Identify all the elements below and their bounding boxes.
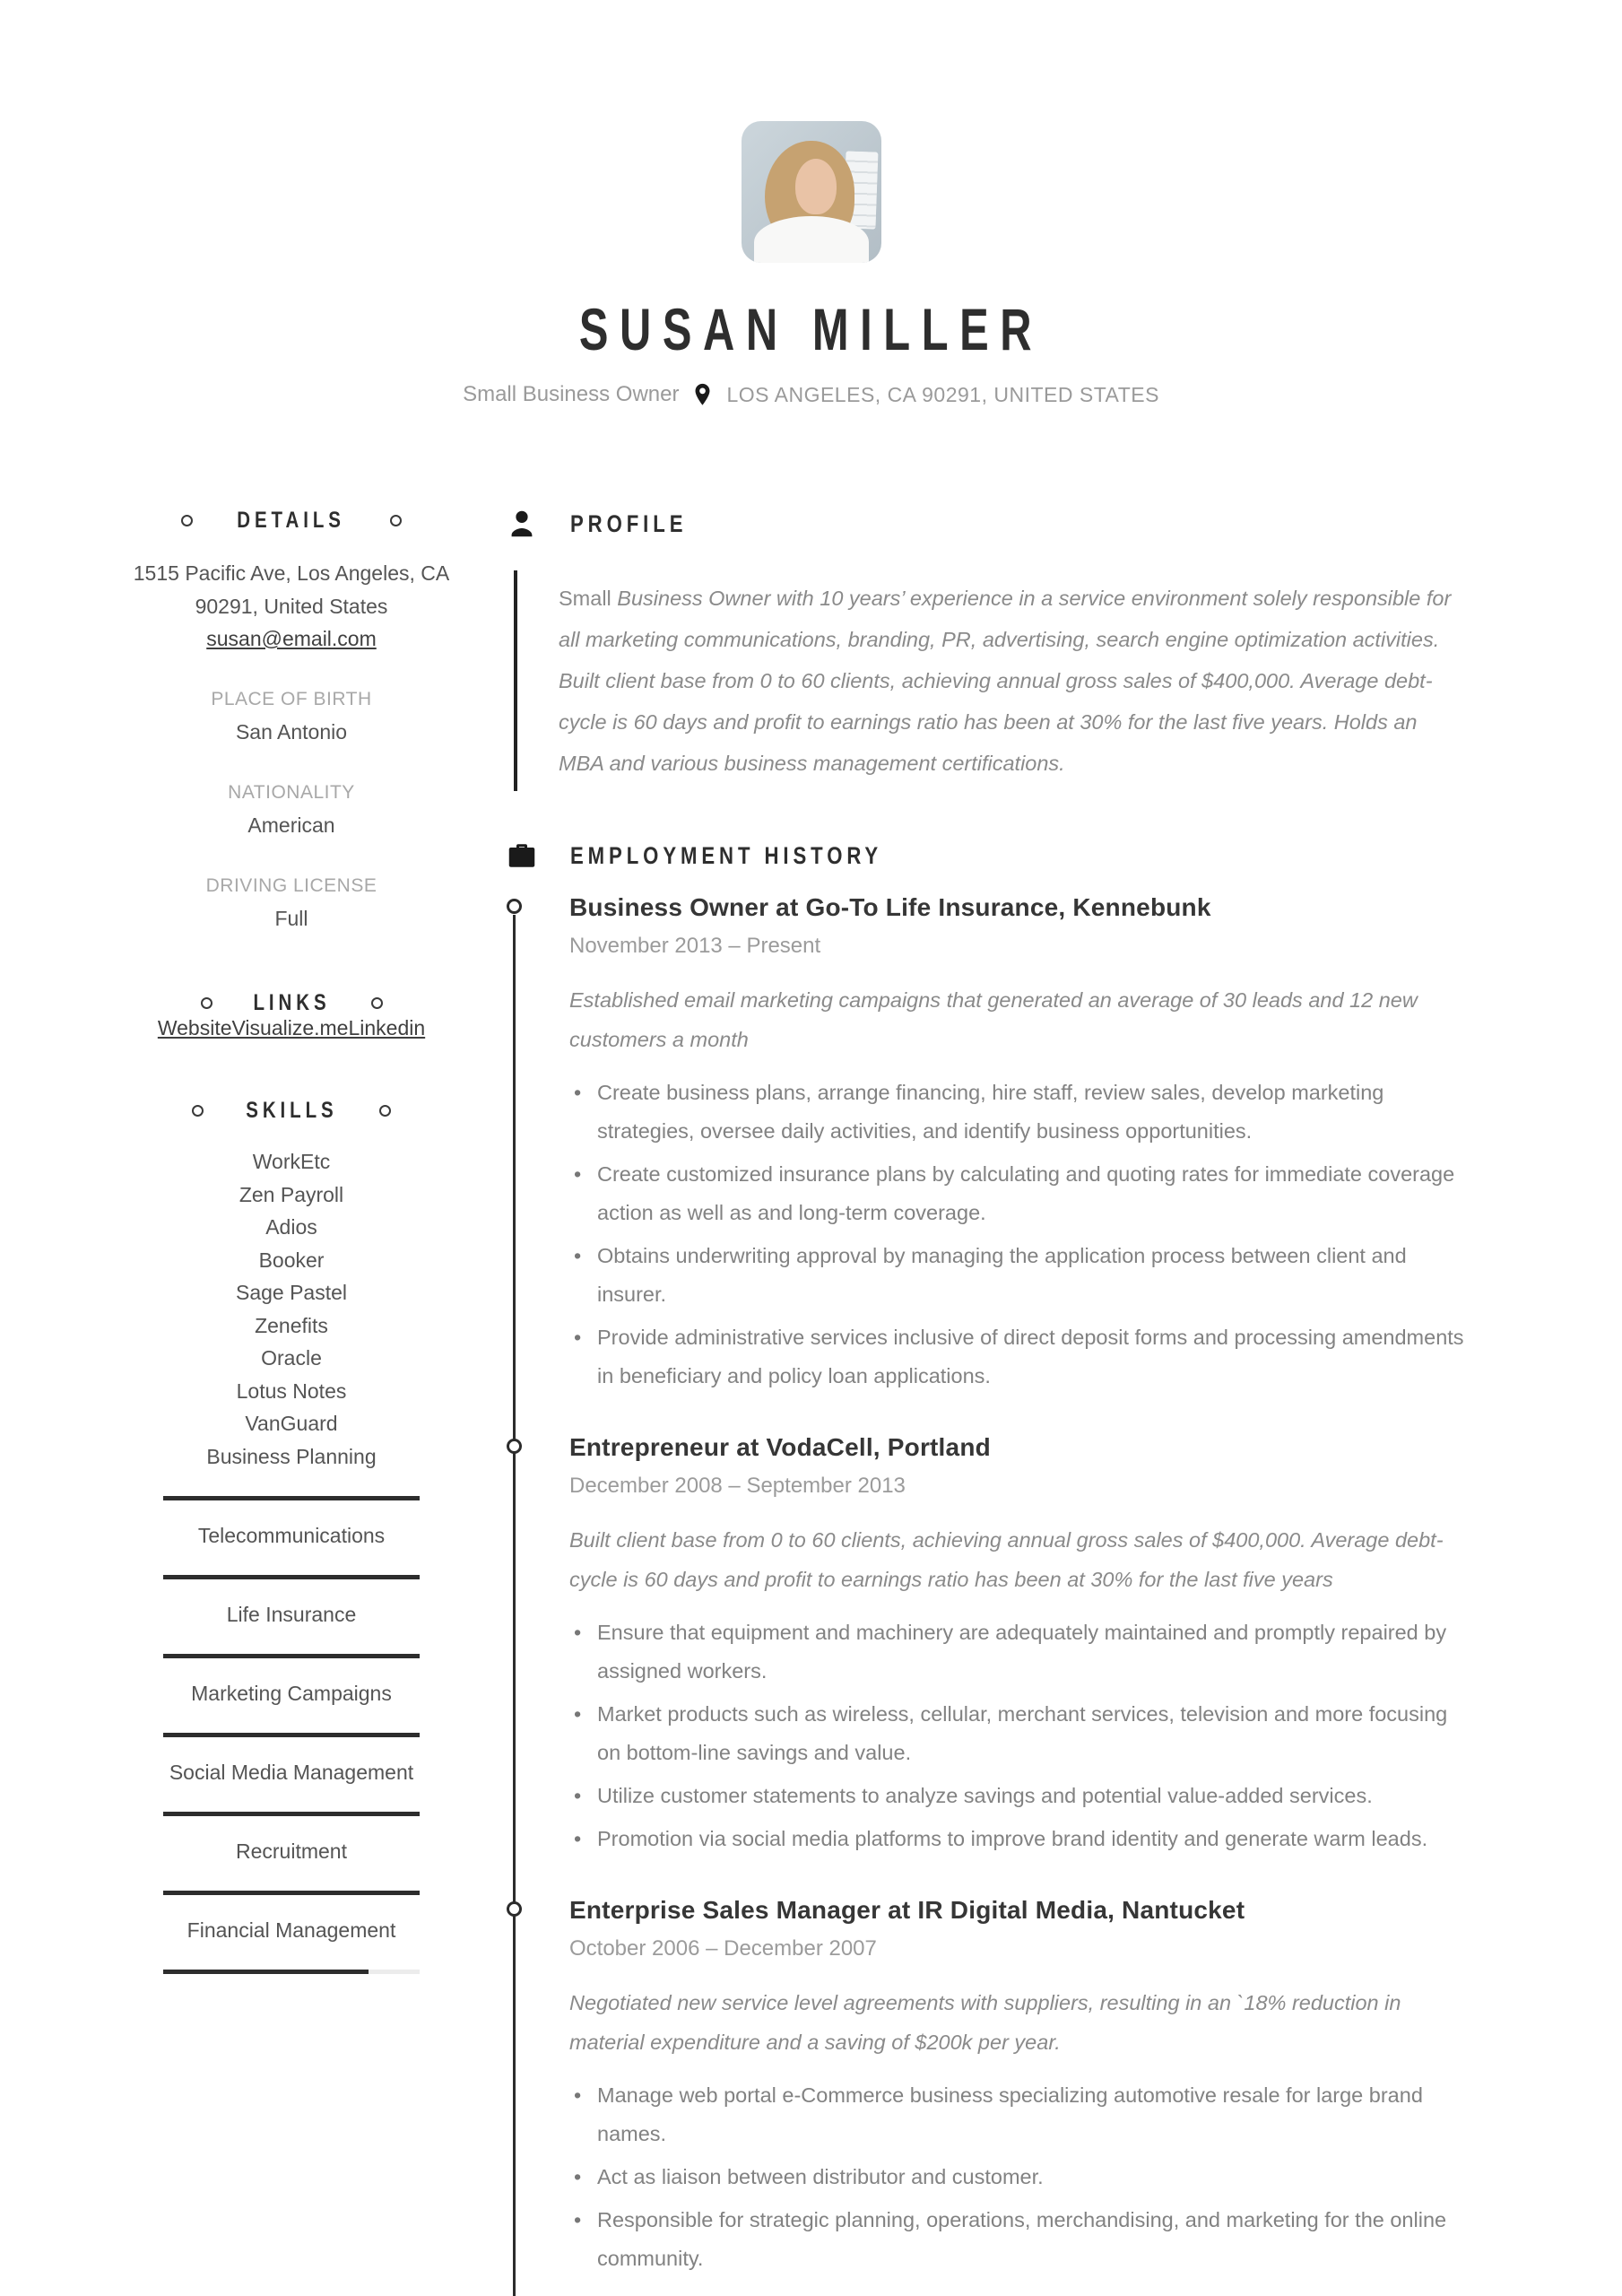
detail-field-label: DRIVING LICENSE bbox=[205, 875, 377, 896]
skills-heading: SKILLS bbox=[245, 1098, 338, 1123]
skill-level-bar bbox=[163, 1891, 420, 1895]
skills-heading-row bbox=[126, 1098, 457, 1124]
skill-level-fill bbox=[163, 1733, 420, 1737]
profile-text bbox=[514, 570, 1464, 791]
skills-plain-list bbox=[126, 1145, 457, 1440]
photo-shirt-shape bbox=[754, 216, 869, 263]
job-dates: October 2006 – December 2007 bbox=[569, 1936, 877, 1961]
ring-ornament-icon bbox=[390, 515, 402, 526]
job-bullet: • Ensure that equipment and machinery are adequately maintained and promptly repaired by assigned workers. bbox=[569, 1613, 1476, 1691]
jobs-timeline bbox=[502, 893, 1511, 2296]
skill-item-with-bar bbox=[126, 1677, 457, 1737]
profile-text-lead: Small bbox=[559, 587, 618, 610]
job-bullet: • Utilize customer statements to analyze savings and potential value-added services. bbox=[569, 1777, 1476, 1815]
address-line-2: 90291, United States bbox=[195, 595, 388, 618]
candidate-name: SUSAN MILLER bbox=[578, 296, 1044, 362]
ring-ornament-icon bbox=[379, 1105, 391, 1117]
skill-name: Marketing Campaigns bbox=[191, 1681, 392, 1705]
employment-heading: EMPLOYMENT HISTORY bbox=[570, 841, 883, 869]
profile-heading: PROFILE bbox=[570, 509, 688, 537]
briefcase-icon bbox=[506, 839, 538, 872]
skills-section bbox=[126, 1098, 457, 1974]
skill-level-bar bbox=[163, 1733, 420, 1737]
job-summary: Built client base from 0 to 60 clients, achieving annual gross sales of $400,000. Average debt-cycle is 60 days and profit to earnings ratio has been at 30% for the last five years bbox=[569, 1528, 1444, 1591]
detail-fields bbox=[126, 689, 457, 931]
skill-item: VanGuard bbox=[245, 1412, 338, 1435]
job-entry bbox=[502, 1433, 1511, 1858]
skill-item: Lotus Notes bbox=[236, 1378, 347, 1403]
timeline-dot-icon bbox=[507, 899, 522, 914]
timeline-dot-icon bbox=[507, 1439, 522, 1454]
ring-ornament-icon bbox=[181, 515, 193, 526]
job-bullet: • Market products such as wireless, cellular, merchant services, television and more focusing on bottom-line savings and value. bbox=[569, 1695, 1476, 1772]
job-bullet: • Create customized insurance plans by calculating and quoting rates for immediate coverage action as well as and long-term coverage. bbox=[569, 1155, 1476, 1232]
skill-level-fill bbox=[163, 1575, 420, 1579]
ring-ornament-icon bbox=[192, 1105, 204, 1117]
links-heading-row bbox=[126, 990, 457, 1016]
skill-name: Social Media Management bbox=[169, 1760, 414, 1784]
job-bullet: • Obtains underwriting approval by managing the application process between client and insurer. bbox=[569, 1237, 1476, 1314]
email-link[interactable]: susan@email.com bbox=[206, 627, 377, 650]
job-bullet-list bbox=[569, 1074, 1511, 1396]
profile-heading-row bbox=[502, 508, 1511, 540]
skill-item: Adios bbox=[265, 1215, 317, 1239]
links-heading: LINKS bbox=[252, 990, 331, 1015]
candidate-location: LOS ANGELES, CA 90291, UNITED STATES bbox=[726, 382, 1159, 406]
job-summary: Established email marketing campaigns that generated an average of 30 leads and 12 new customers a month bbox=[569, 988, 1418, 1051]
skill-item: Sage Pastel bbox=[235, 1281, 348, 1304]
links-section bbox=[126, 990, 457, 1040]
header-subtitle bbox=[0, 382, 1622, 407]
jobs-list bbox=[502, 893, 1511, 2278]
detail-field-label: NATIONALITY bbox=[228, 782, 355, 803]
skill-item: Booker bbox=[258, 1248, 325, 1272]
skill-item-with-bar bbox=[126, 1440, 457, 1500]
skill-level-fill bbox=[163, 1891, 420, 1895]
skill-name: Telecommunications bbox=[197, 1523, 386, 1547]
skill-item: Oracle bbox=[261, 1346, 322, 1370]
skill-level-fill bbox=[163, 1654, 420, 1658]
skill-item: WorkEtc bbox=[252, 1150, 331, 1173]
skill-name: Life Insurance bbox=[226, 1602, 357, 1626]
ring-ornament-icon bbox=[201, 997, 213, 1009]
map-pin-icon bbox=[693, 383, 712, 406]
employment-heading-row bbox=[502, 839, 1511, 872]
skill-name: Recruitment bbox=[236, 1839, 347, 1863]
profile-photo bbox=[742, 121, 881, 263]
skill-level-fill bbox=[163, 1812, 420, 1816]
skill-item-with-bar bbox=[126, 1914, 457, 1974]
photo-face-shape bbox=[795, 159, 837, 214]
sidebar-link[interactable]: Linkedin bbox=[348, 1016, 426, 1039]
ring-ornament-icon bbox=[371, 997, 383, 1009]
job-title: Entrepreneur at VodaCell, Portland bbox=[569, 1433, 991, 1461]
skill-item-with-bar bbox=[126, 1756, 457, 1816]
details-heading: DETAILS bbox=[237, 508, 346, 533]
job-dates: December 2008 – September 2013 bbox=[569, 1474, 906, 1498]
job-bullet: • Manage web portal e-Commerce business specializing automotive resale for large brand names. bbox=[569, 2076, 1476, 2153]
job-entry bbox=[502, 1896, 1511, 2278]
address-line-1: 1515 Pacific Ave, Los Angeles, CA bbox=[133, 561, 450, 585]
resume-header bbox=[0, 0, 1622, 407]
skill-level-bar bbox=[163, 1575, 420, 1579]
sidebar-link[interactable]: Visualize.me bbox=[231, 1016, 349, 1039]
job-bullet: • Provide administrative services inclusive of direct deposit forms and processing amendments in beneficiary and policy loan applications. bbox=[569, 1318, 1476, 1396]
skill-item: Zen Payroll bbox=[239, 1182, 344, 1206]
sidebar bbox=[126, 508, 457, 1974]
skill-level-fill bbox=[163, 1496, 420, 1500]
job-summary: Negotiated new service level agreements with suppliers, resulting in an `18% reduction in material expenditure and a saving of $200k per year. bbox=[569, 1991, 1401, 2054]
detail-field-label: PLACE OF BIRTH bbox=[211, 689, 372, 709]
detail-field-value: San Antonio bbox=[235, 720, 348, 744]
sidebar-link[interactable]: Website bbox=[157, 1016, 232, 1039]
job-bullet: • Create business plans, arrange financing, hire staff, review sales, develop marketing strategies, oversee daily activities, and identify business opportunities. bbox=[569, 1074, 1476, 1151]
job-dates: November 2013 – Present bbox=[569, 934, 821, 958]
details-heading-row bbox=[126, 508, 457, 534]
profile-section bbox=[502, 508, 1511, 791]
timeline-dot-icon bbox=[507, 1901, 522, 1917]
skill-level-bar bbox=[163, 1654, 420, 1658]
skill-item: Zenefits bbox=[255, 1313, 328, 1337]
address-block bbox=[126, 557, 457, 623]
skill-item-with-bar bbox=[126, 1598, 457, 1658]
main-column bbox=[502, 508, 1511, 2296]
skills-bar-list bbox=[126, 1440, 457, 1974]
job-bullet-list bbox=[569, 2076, 1511, 2278]
links-list bbox=[126, 1016, 457, 1040]
detail-field-value: Full bbox=[274, 907, 308, 930]
job-bullet-list bbox=[569, 1613, 1511, 1858]
skill-level-bar bbox=[163, 1970, 420, 1974]
skill-level-bar bbox=[163, 1812, 420, 1816]
detail-field-value: American bbox=[247, 813, 335, 837]
skill-name: Financial Management bbox=[186, 1918, 396, 1942]
person-icon bbox=[506, 508, 538, 540]
job-bullet: • Responsible for strategic planning, operations, merchandising, and marketing for the online community. bbox=[569, 2201, 1476, 2278]
skill-item-with-bar bbox=[126, 1519, 457, 1579]
skill-name: Business Planning bbox=[206, 1444, 377, 1468]
job-title: Business Owner at Go-To Life Insurance, Kennebunk bbox=[569, 893, 1211, 921]
candidate-job-title: Small Business Owner bbox=[463, 382, 680, 407]
employment-section bbox=[502, 839, 1511, 2296]
skill-level-fill bbox=[163, 1970, 369, 1974]
skill-item-with-bar bbox=[126, 1835, 457, 1895]
job-bullet: • Act as liaison between distributor and customer. bbox=[569, 2158, 1476, 2196]
job-entry bbox=[502, 893, 1511, 1396]
details-section bbox=[126, 508, 457, 931]
skill-level-bar bbox=[163, 1496, 420, 1500]
job-bullet: • Promotion via social media platforms to improve brand identity and generate warm leads. bbox=[569, 1820, 1476, 1858]
profile-text-body: Business Owner with 10 years’ experience in a service environment solely responsible for all marketing communications, branding, PR, advertising, search engine optimization activities. Built client base from 0 to 60 clients, achieving annual gross sales of $400,000. Average debt-cycle is 60 days and profit to earnings ratio has been at 30% for the last five years. Holds an MBA and various business management certifications. bbox=[559, 587, 1452, 775]
job-title: Enterprise Sales Manager at IR Digital Media, Nantucket bbox=[569, 1896, 1245, 1924]
